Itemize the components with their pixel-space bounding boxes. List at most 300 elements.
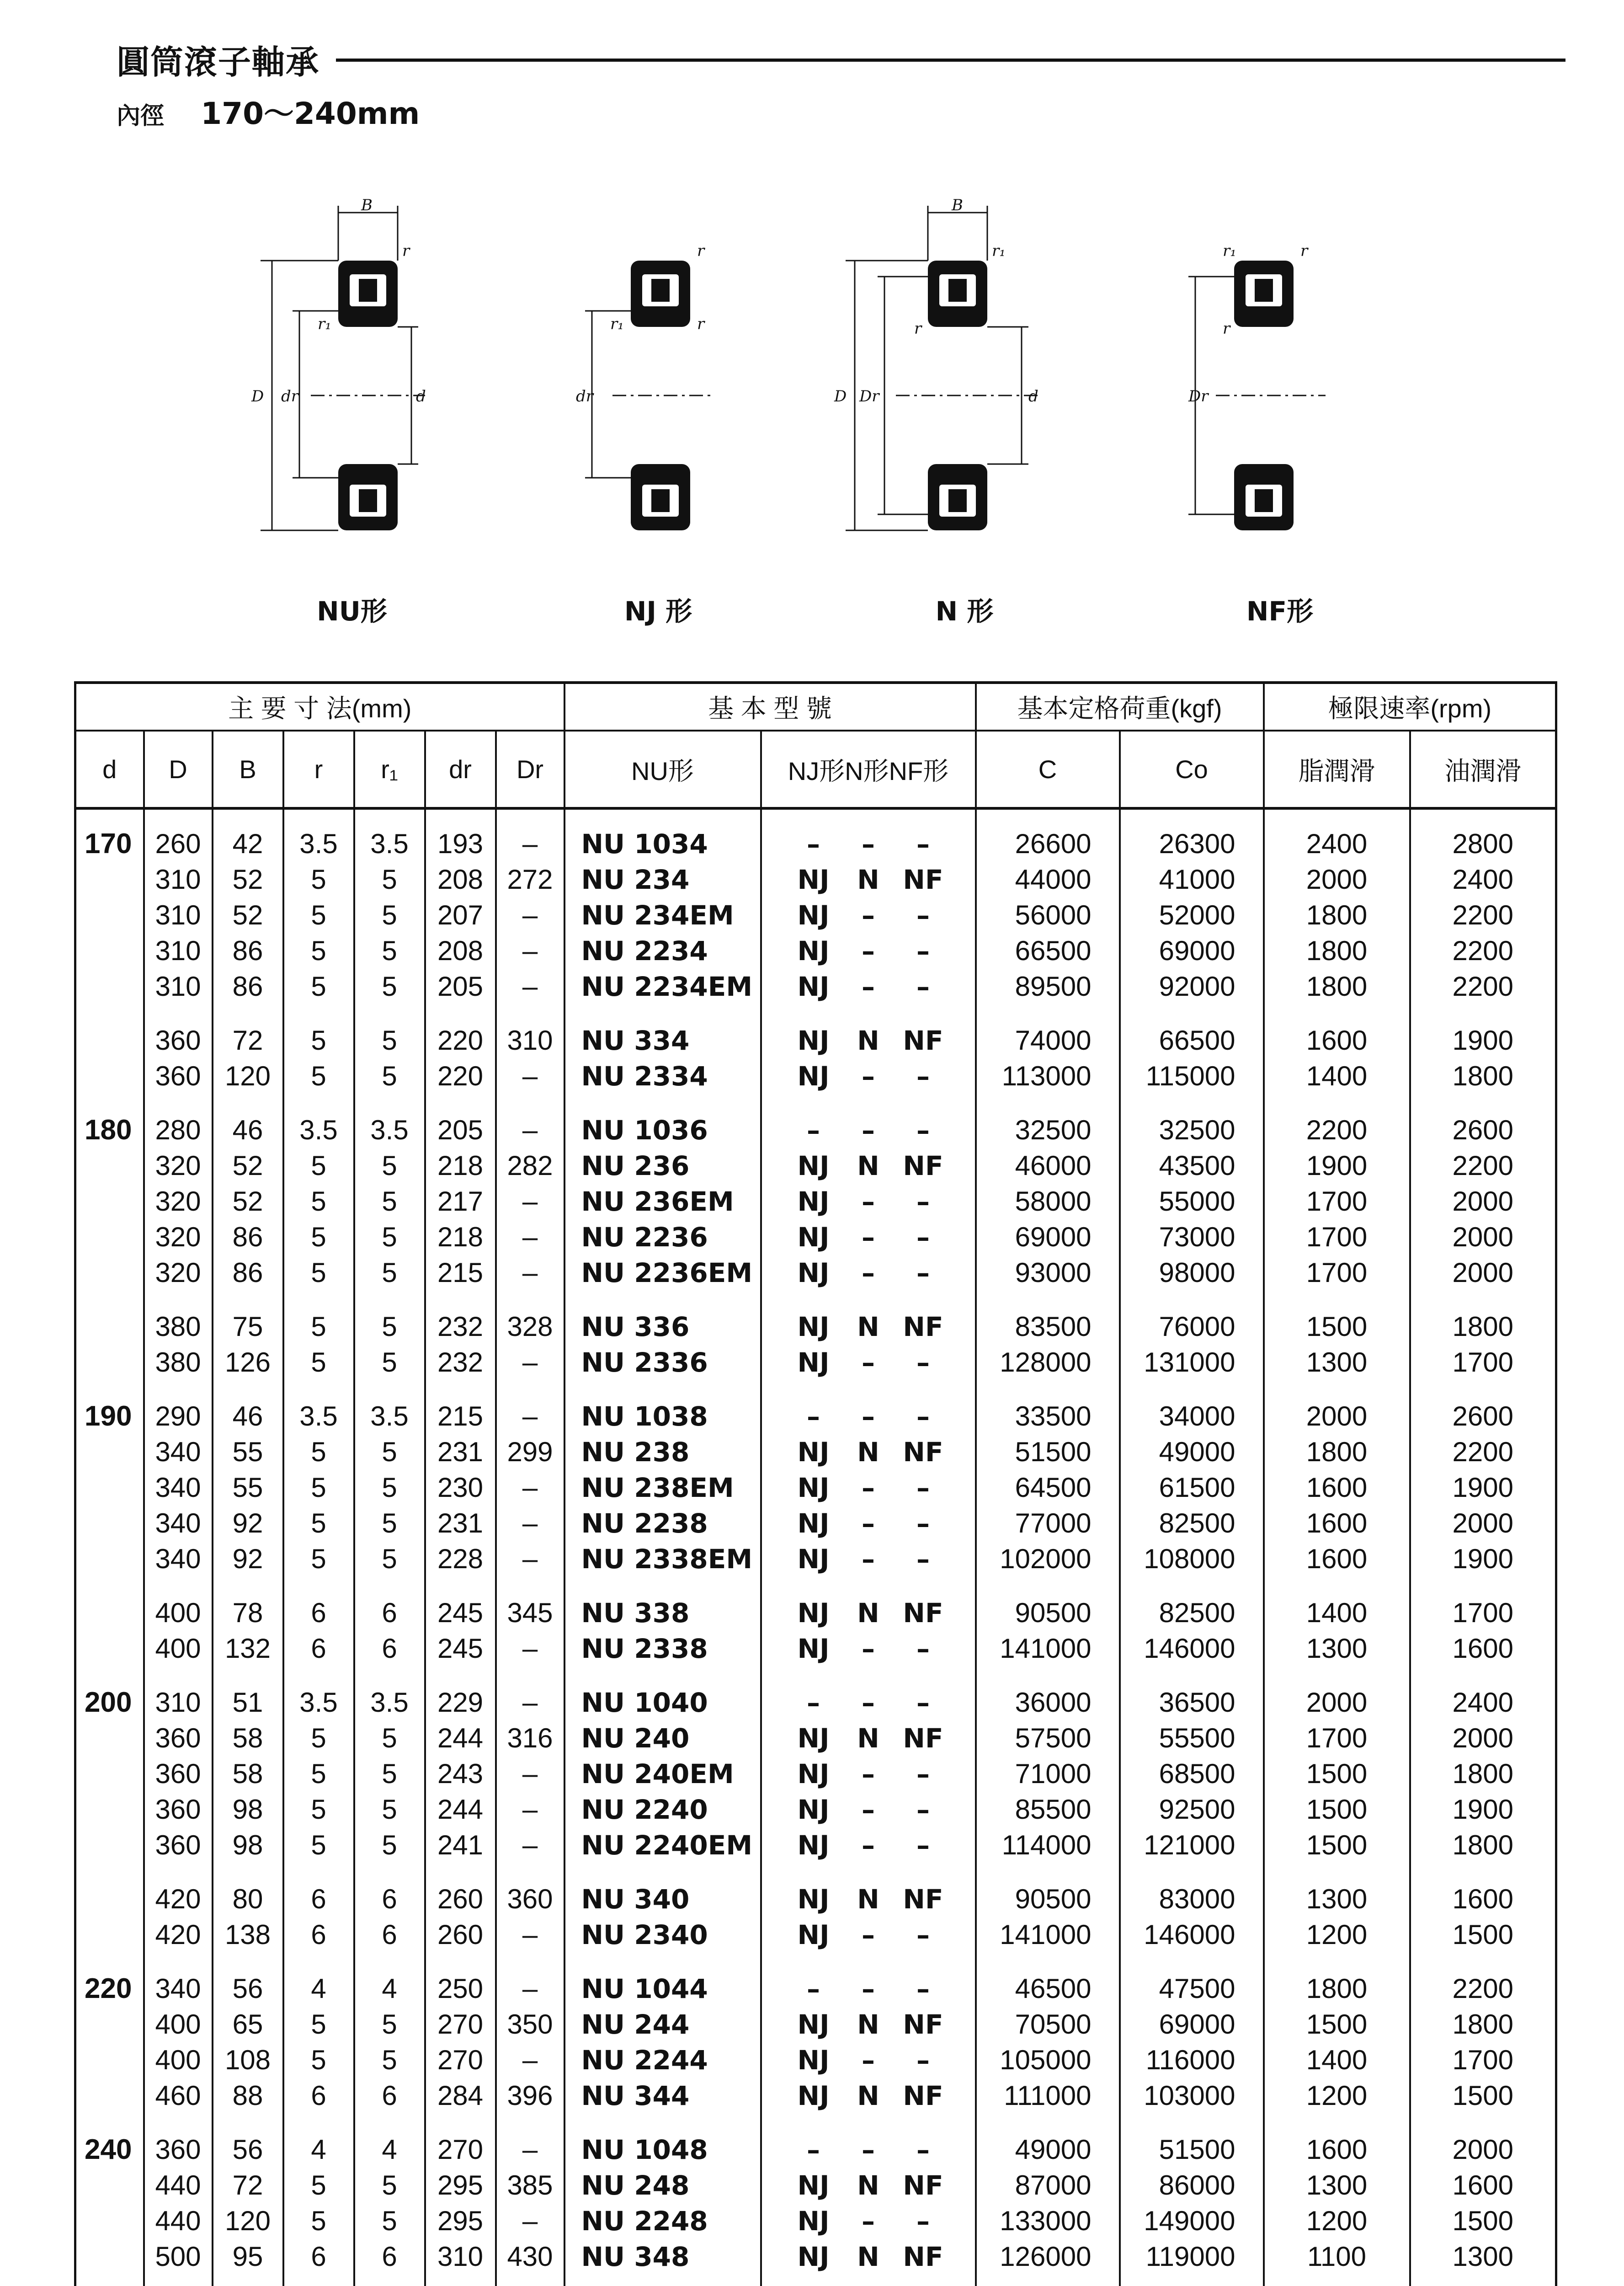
table-row <box>75 1720 1556 1756</box>
cell-oil: 1500 <box>1410 2078 1556 2114</box>
variant-nj: – <box>807 1401 820 1432</box>
diagram-nf <box>1170 197 1362 553</box>
variant-nj: NJ <box>797 1061 830 1092</box>
cell-B: 108 <box>213 2042 283 2078</box>
cell-grease: 1800 <box>1264 1953 1410 2007</box>
cell-C: 90500 <box>976 1577 1120 1631</box>
cell-r: 5 <box>283 2203 354 2239</box>
variant-nj: NJ <box>797 1919 830 1950</box>
diagram-n-r1: r₁ <box>992 242 1006 260</box>
cell-r: 5 <box>283 1255 354 1291</box>
cell-oil: 2800 <box>1410 808 1556 862</box>
cell-nu: NU 340 <box>564 1863 761 1917</box>
cell-C: 83500 <box>976 1291 1120 1345</box>
cell-Co: 26300 <box>1120 808 1264 862</box>
col-oil: 油潤滑 <box>1410 731 1556 808</box>
cell-C: 56000 <box>976 897 1120 933</box>
cell-Dr: – <box>496 1345 564 1380</box>
cell-r: 5 <box>283 1827 354 1863</box>
cell-variants <box>761 1291 976 1345</box>
cell-nu: NU 1048 <box>564 2114 761 2168</box>
cell-C: 105000 <box>976 2042 1120 2078</box>
variant-nj: NJ <box>797 1150 830 1181</box>
cell-oil: 2000 <box>1410 1255 1556 1291</box>
cell-r: 5 <box>283 1470 354 1506</box>
cell-nu: NU 236EM <box>564 1184 761 1219</box>
variant-n: N <box>857 1311 879 1342</box>
cell-Co: 73000 <box>1120 1219 1264 1255</box>
cell-B: 98 <box>213 1827 283 1863</box>
cell-r: 5 <box>283 862 354 897</box>
variant-nf: – <box>916 1472 930 1503</box>
cell-grease: 2200 <box>1264 1094 1410 1148</box>
cell-Co: 83000 <box>1120 1863 1264 1917</box>
cell-d: 170 <box>75 808 144 862</box>
cell-nu: NU 1034 <box>564 808 761 862</box>
col-Dr: Dr <box>496 731 564 808</box>
variant-nf: NF <box>903 1437 943 1468</box>
cell-nu: NU 2336 <box>564 1345 761 1380</box>
cell-r: 6 <box>283 1863 354 1917</box>
cell-oil: 1300 <box>1410 2239 1556 2286</box>
cell-C: 77000 <box>976 1506 1120 1541</box>
cell-C: 126000 <box>976 2239 1120 2286</box>
variant-n: – <box>862 1919 875 1950</box>
cell-oil: 2200 <box>1410 1953 1556 2007</box>
cell-r: 5 <box>283 2042 354 2078</box>
table-row <box>75 1148 1556 1184</box>
cell-D: 400 <box>144 2042 213 2078</box>
cell-B: 80 <box>213 1863 283 1917</box>
cell-Dr: – <box>496 1792 564 1827</box>
page-subtitle <box>117 89 420 133</box>
cell-D: 420 <box>144 1863 213 1917</box>
cell-variants <box>761 1631 976 1666</box>
cell-grease: 1300 <box>1264 1631 1410 1666</box>
cell-d <box>75 1470 144 1506</box>
variant-nj: NJ <box>797 1723 830 1754</box>
cell-variants <box>761 2168 976 2203</box>
cell-dr: 310 <box>425 2239 496 2286</box>
cell-Co: 149000 <box>1120 2203 1264 2239</box>
variant-nf: – <box>916 971 930 1002</box>
cell-D: 400 <box>144 2007 213 2042</box>
cell-B: 58 <box>213 1756 283 1792</box>
cell-dr: 215 <box>425 1255 496 1291</box>
cell-variants <box>761 897 976 933</box>
cell-D: 400 <box>144 1577 213 1631</box>
cell-D: 360 <box>144 2114 213 2168</box>
cell-dr: 205 <box>425 1094 496 1148</box>
variant-nj: NJ <box>797 1222 830 1253</box>
cell-nu: NU 2236 <box>564 1219 761 1255</box>
variant-nf: – <box>916 1794 930 1825</box>
cell-dr: 231 <box>425 1506 496 1541</box>
cell-D: 320 <box>144 1219 213 1255</box>
cell-B: 120 <box>213 1058 283 1094</box>
cell-C: 87000 <box>976 2168 1120 2203</box>
cell-oil: 1500 <box>1410 1917 1556 1953</box>
cell-B: 56 <box>213 2114 283 2168</box>
cell-C: 141000 <box>976 1631 1120 1666</box>
cell-grease: 1700 <box>1264 1720 1410 1756</box>
cell-oil: 1800 <box>1410 1827 1556 1863</box>
cell-B: 42 <box>213 808 283 862</box>
cell-C: 89500 <box>976 969 1120 1004</box>
variant-n: – <box>862 935 875 967</box>
variant-nf: – <box>916 1061 930 1092</box>
cell-Co: 52000 <box>1120 897 1264 933</box>
cell-Dr: – <box>496 1953 564 2007</box>
cell-C: 46000 <box>976 1148 1120 1184</box>
cell-variants <box>761 808 976 862</box>
table-row <box>75 862 1556 897</box>
table-row <box>75 1380 1556 1434</box>
cell-Co: 61500 <box>1120 1470 1264 1506</box>
cell-r1: 4 <box>354 1953 425 2007</box>
cell-oil: 2200 <box>1410 1434 1556 1470</box>
cell-C: 69000 <box>976 1219 1120 1255</box>
cell-nu: NU 338 <box>564 1577 761 1631</box>
subtitle-value: 170～240mm <box>201 96 420 131</box>
cell-dr: 208 <box>425 933 496 969</box>
cell-variants <box>761 1219 976 1255</box>
cell-grease: 1600 <box>1264 1004 1410 1058</box>
cell-r1: 5 <box>354 1506 425 1541</box>
cell-B: 51 <box>213 1666 283 1720</box>
cell-dr: 193 <box>425 808 496 862</box>
cell-C: 51500 <box>976 1434 1120 1470</box>
cell-B: 86 <box>213 1219 283 1255</box>
cell-r: 5 <box>283 1792 354 1827</box>
cell-dr: 230 <box>425 1470 496 1506</box>
cell-C: 113000 <box>976 1058 1120 1094</box>
cell-nu: NU 1038 <box>564 1380 761 1434</box>
cell-Co: 43500 <box>1120 1148 1264 1184</box>
variant-nj: NJ <box>797 2170 830 2201</box>
cell-d <box>75 1577 144 1631</box>
cell-Co: 92000 <box>1120 969 1264 1004</box>
table-row <box>75 1184 1556 1219</box>
variant-nf: – <box>916 1758 930 1789</box>
cell-r: 5 <box>283 2168 354 2203</box>
cell-d <box>75 1541 144 1577</box>
cell-Co: 82500 <box>1120 1577 1264 1631</box>
cell-oil: 2200 <box>1410 897 1556 933</box>
cell-D: 380 <box>144 1291 213 1345</box>
variant-n: – <box>862 1222 875 1253</box>
cell-Co: 66500 <box>1120 1004 1264 1058</box>
cell-nu: NU 2234 <box>564 933 761 969</box>
cell-grease: 1400 <box>1264 2042 1410 2078</box>
cell-oil: 2000 <box>1410 1506 1556 1541</box>
variant-nf: – <box>916 1347 930 1378</box>
variant-nj: NJ <box>797 1758 830 1789</box>
cell-d <box>75 1255 144 1291</box>
cell-r1: 5 <box>354 1255 425 1291</box>
cell-grease: 1600 <box>1264 1470 1410 1506</box>
col-B: B <box>213 731 283 808</box>
cell-C: 114000 <box>976 1827 1120 1863</box>
bearing-table <box>74 681 1557 2286</box>
cell-d <box>75 2239 144 2286</box>
variant-nf: NF <box>903 1311 943 1342</box>
variant-nj: NJ <box>797 1311 830 1342</box>
cell-Co: 36500 <box>1120 1666 1264 1720</box>
cell-dr: 270 <box>425 2007 496 2042</box>
col-r: r <box>283 731 354 808</box>
table-row <box>75 2168 1556 2203</box>
variant-nf: – <box>916 1544 930 1575</box>
cell-variants <box>761 2078 976 2114</box>
cell-r: 4 <box>283 1953 354 2007</box>
cell-Dr: – <box>496 1470 564 1506</box>
cell-Co: 47500 <box>1120 1953 1264 2007</box>
variant-nf: NF <box>903 1150 943 1181</box>
variant-n: N <box>857 1723 879 1754</box>
variant-nj: NJ <box>797 1794 830 1825</box>
cell-B: 92 <box>213 1541 283 1577</box>
cell-grease: 1700 <box>1264 1184 1410 1219</box>
variant-n: – <box>862 2206 875 2237</box>
cell-dr: 244 <box>425 1720 496 1756</box>
cell-r: 6 <box>283 1577 354 1631</box>
cell-variants <box>761 1863 976 1917</box>
variant-nf: – <box>916 2045 930 2076</box>
cell-dr: 245 <box>425 1577 496 1631</box>
table-row <box>75 1219 1556 1255</box>
variant-n: – <box>862 1830 875 1861</box>
variant-nf: NF <box>903 1597 943 1629</box>
col-r1: r₁ <box>354 731 425 808</box>
cell-dr: 232 <box>425 1345 496 1380</box>
cell-r1: 6 <box>354 1863 425 1917</box>
cell-D: 340 <box>144 1506 213 1541</box>
cell-variants <box>761 1255 976 1291</box>
cell-r1: 5 <box>354 2007 425 2042</box>
table-row <box>75 1255 1556 1291</box>
cell-variants <box>761 1917 976 1953</box>
cell-dr: 270 <box>425 2042 496 2078</box>
cell-d <box>75 1434 144 1470</box>
cell-nu: NU 2236EM <box>564 1255 761 1291</box>
cell-nu: NU 2240 <box>564 1792 761 1827</box>
cell-grease: 1500 <box>1264 1291 1410 1345</box>
table-row <box>75 1863 1556 1917</box>
cell-Co: 55500 <box>1120 1720 1264 1756</box>
subtitle-label: 內徑 <box>117 102 165 130</box>
cell-dr: 217 <box>425 1184 496 1219</box>
cell-Dr: 299 <box>496 1434 564 1470</box>
cell-r1: 5 <box>354 862 425 897</box>
variant-nj: NJ <box>797 1025 830 1056</box>
cell-r1: 3.5 <box>354 1380 425 1434</box>
variant-nj: NJ <box>797 2206 830 2237</box>
cell-grease: 1300 <box>1264 1863 1410 1917</box>
cell-r: 5 <box>283 1506 354 1541</box>
diagram-nf-r: r <box>1300 242 1308 260</box>
cell-C: 58000 <box>976 1184 1120 1219</box>
cell-B: 132 <box>213 1631 283 1666</box>
cell-Dr: – <box>496 897 564 933</box>
cell-D: 440 <box>144 2168 213 2203</box>
cell-variants <box>761 1541 976 1577</box>
cell-r1: 4 <box>354 2114 425 2168</box>
cell-dr: 244 <box>425 1792 496 1827</box>
cell-C: 102000 <box>976 1541 1120 1577</box>
cell-d <box>75 1827 144 1863</box>
cell-Dr: 328 <box>496 1291 564 1345</box>
cell-C: 57500 <box>976 1720 1120 1756</box>
cell-grease: 1700 <box>1264 1219 1410 1255</box>
table-row <box>75 1004 1556 1058</box>
cell-Dr: – <box>496 1380 564 1434</box>
cell-r1: 3.5 <box>354 1094 425 1148</box>
col-D: D <box>144 731 213 808</box>
cell-d <box>75 933 144 969</box>
cell-oil: 1900 <box>1410 1470 1556 1506</box>
cell-B: 75 <box>213 1291 283 1345</box>
cell-variants <box>761 1184 976 1219</box>
variant-nj: NJ <box>797 1830 830 1861</box>
cell-oil: 1900 <box>1410 1792 1556 1827</box>
variant-n: – <box>862 1973 875 2004</box>
diagram-nf-r1: r₁ <box>1223 242 1236 260</box>
cell-variants <box>761 1058 976 1094</box>
cell-oil: 2600 <box>1410 1380 1556 1434</box>
cell-variants <box>761 1004 976 1058</box>
table-row <box>75 1506 1556 1541</box>
table-row <box>75 1827 1556 1863</box>
variant-n: N <box>857 1025 879 1056</box>
diagram-label-nu: NU形 <box>317 596 387 627</box>
header-models: 基 本 型 號 <box>564 683 976 731</box>
cell-B: 78 <box>213 1577 283 1631</box>
cell-r1: 5 <box>354 1756 425 1792</box>
cell-r1: 5 <box>354 1004 425 1058</box>
variant-n: – <box>862 828 875 860</box>
cell-B: 52 <box>213 862 283 897</box>
cell-nu: NU 234EM <box>564 897 761 933</box>
diagram-n <box>832 197 1051 553</box>
cell-Dr: – <box>496 1541 564 1577</box>
variant-nf: – <box>916 1115 930 1146</box>
cell-oil: 1600 <box>1410 1631 1556 1666</box>
variant-nf: NF <box>903 1884 943 1915</box>
variant-n: N <box>857 2080 879 2111</box>
cell-grease: 2000 <box>1264 1380 1410 1434</box>
cell-Dr: – <box>496 2114 564 2168</box>
cell-d: 200 <box>75 1666 144 1720</box>
cell-d: 220 <box>75 1953 144 2007</box>
variant-nj: NJ <box>797 1186 830 1217</box>
cell-r1: 5 <box>354 897 425 933</box>
cell-D: 360 <box>144 1004 213 1058</box>
variant-nf: NF <box>903 2009 943 2040</box>
cell-r: 5 <box>283 2007 354 2042</box>
cell-C: 46500 <box>976 1953 1120 2007</box>
cell-grease: 1900 <box>1264 1148 1410 1184</box>
variant-nf: NF <box>903 1025 943 1056</box>
cell-variants <box>761 1756 976 1792</box>
col-C: C <box>976 731 1120 808</box>
diagram-label-nf: NF形 <box>1246 596 1314 627</box>
cell-variants <box>761 1792 976 1827</box>
cell-oil: 2400 <box>1410 1666 1556 1720</box>
cell-variants <box>761 933 976 969</box>
cell-Dr: – <box>496 2203 564 2239</box>
cell-r: 5 <box>283 1720 354 1756</box>
cell-C: 70500 <box>976 2007 1120 2042</box>
cell-grease: 1200 <box>1264 2078 1410 2114</box>
variant-n: – <box>862 1401 875 1432</box>
cell-Dr: – <box>496 1058 564 1094</box>
cell-Dr: 272 <box>496 862 564 897</box>
table-row <box>75 1291 1556 1345</box>
cell-dr: 295 <box>425 2168 496 2203</box>
cell-d <box>75 2203 144 2239</box>
table-row <box>75 1434 1556 1470</box>
variant-nf: – <box>916 2206 930 2237</box>
cell-r1: 5 <box>354 1148 425 1184</box>
cell-B: 52 <box>213 1184 283 1219</box>
variant-nf: – <box>916 1687 930 1718</box>
cell-grease: 1600 <box>1264 2114 1410 2168</box>
variant-n: N <box>857 1150 879 1181</box>
cell-grease: 1100 <box>1264 2239 1410 2286</box>
cell-nu: NU 348 <box>564 2239 761 2286</box>
table-row <box>75 2007 1556 2042</box>
cell-dr: 241 <box>425 1827 496 1863</box>
cell-C: 90500 <box>976 1863 1120 1917</box>
cell-grease: 1200 <box>1264 2203 1410 2239</box>
table-row <box>75 1666 1556 1720</box>
cell-variants <box>761 2114 976 2168</box>
cell-variants <box>761 1953 976 2007</box>
variant-n: N <box>857 1437 879 1468</box>
cell-D: 360 <box>144 1756 213 1792</box>
cell-C: 36000 <box>976 1666 1120 1720</box>
cell-r: 5 <box>283 933 354 969</box>
cell-Co: 131000 <box>1120 1345 1264 1380</box>
cell-Dr: 350 <box>496 2007 564 2042</box>
table-row <box>75 897 1556 933</box>
cell-Co: 41000 <box>1120 862 1264 897</box>
cell-variants <box>761 1434 976 1470</box>
cell-dr: 228 <box>425 1541 496 1577</box>
variant-nf: – <box>916 1508 930 1539</box>
diagram-nu-D: D <box>251 387 264 406</box>
cell-Dr: 385 <box>496 2168 564 2203</box>
cell-grease: 1200 <box>1264 1917 1410 1953</box>
cell-r: 5 <box>283 1219 354 1255</box>
variant-nf: – <box>916 1257 930 1288</box>
cell-Co: 115000 <box>1120 1058 1264 1094</box>
cell-r: 5 <box>283 1345 354 1380</box>
diagram-nj-r: r <box>697 242 705 260</box>
cell-Co: 69000 <box>1120 933 1264 969</box>
cell-r1: 5 <box>354 933 425 969</box>
diagram-nu-d: d <box>416 387 426 406</box>
cell-r: 6 <box>283 1631 354 1666</box>
cell-r: 4 <box>283 2114 354 2168</box>
cell-d <box>75 1506 144 1541</box>
cell-Dr: – <box>496 969 564 1004</box>
cell-oil: 1500 <box>1410 2203 1556 2239</box>
variant-nf: – <box>916 2134 930 2165</box>
variant-nj: – <box>807 1115 820 1146</box>
cell-grease: 1800 <box>1264 897 1410 933</box>
